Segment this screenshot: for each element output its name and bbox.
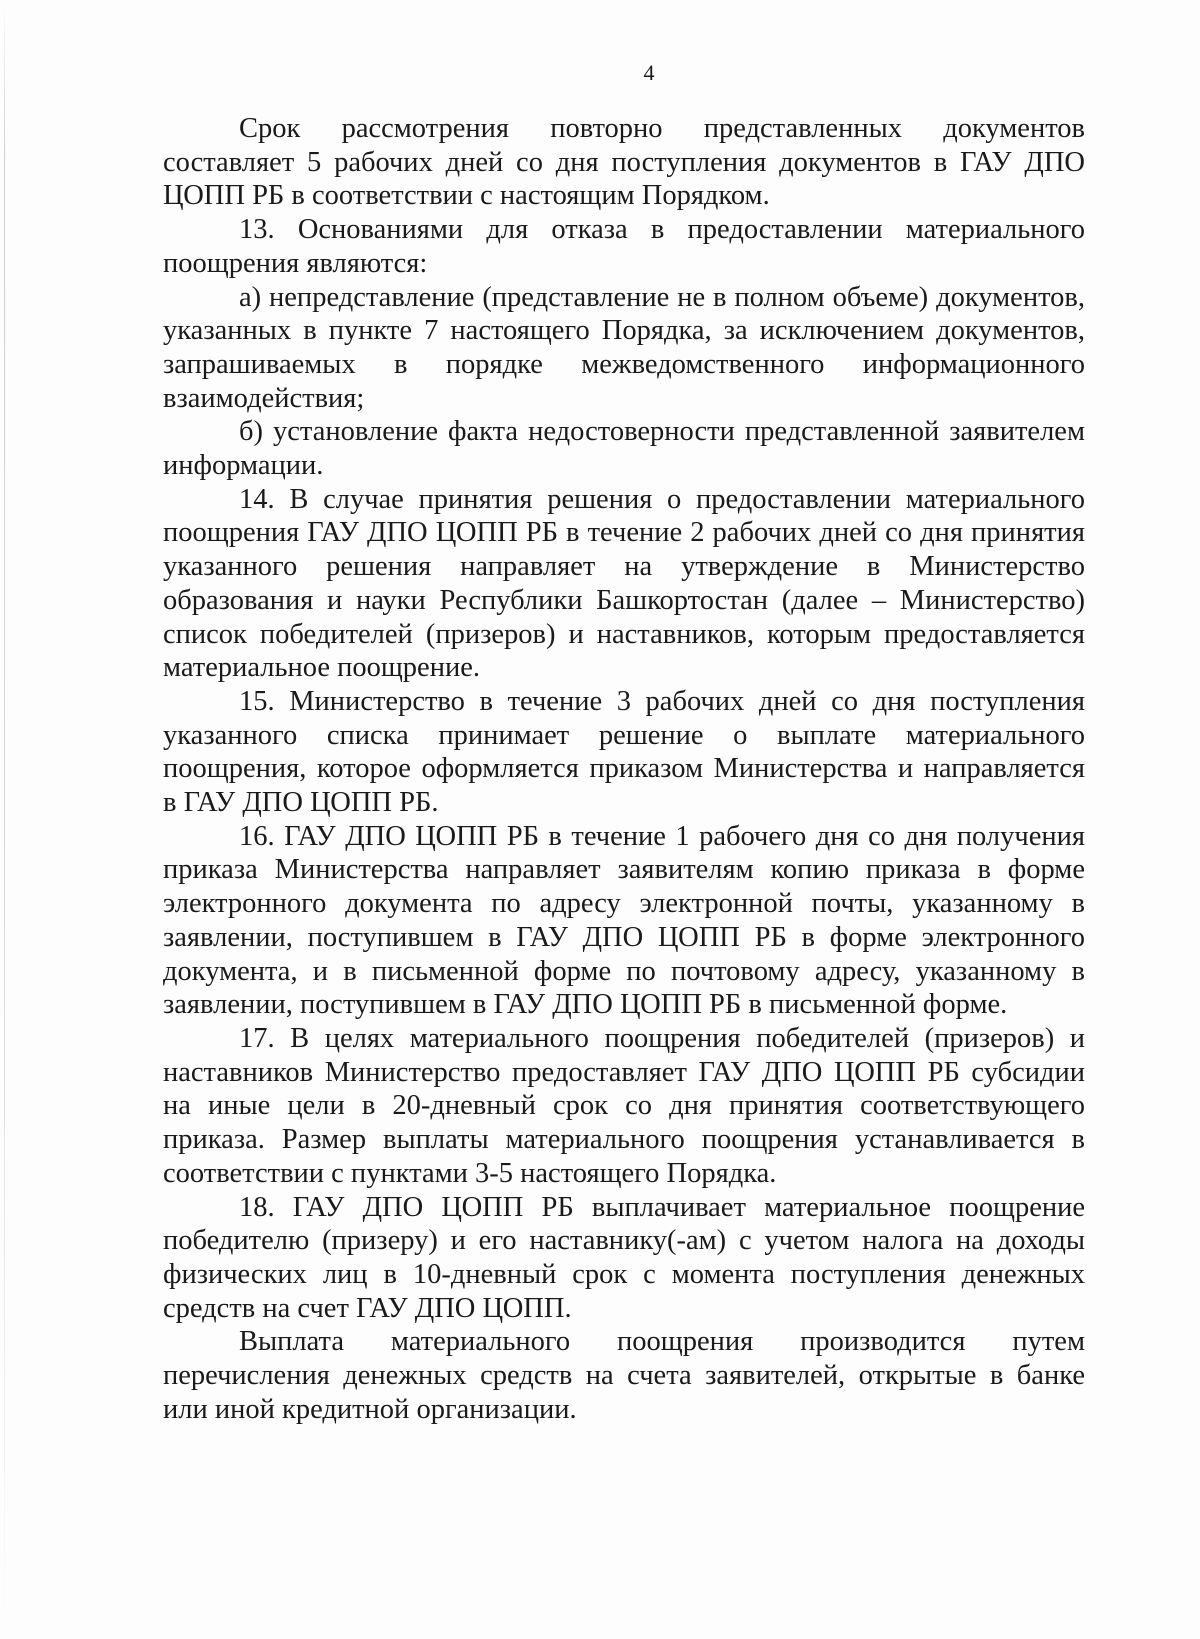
- paragraph-17: 17. В целях материального поощрения победителей (призеров) и наставников Министерство предоставляет ГАУ ДПО ЦОПП РБ субсидии на иные цели в 20-дневный срок со дня принятия соответствующего приказа. Размер выплаты материального поощрения устанавливается в соответствии с пунктами 3-5 настоящего Порядка.: [163, 1022, 1085, 1189]
- paragraph-13a: а) непредставление (представление не в полном объеме) документов, указанных в пункте 7 настоящего Порядка, за исключением документов, запрашиваемых в порядке межведомственного информационного взаимодействия;: [163, 281, 1085, 414]
- paragraph-review-period: Срок рассмотрения повторно представленных документов составляет 5 рабочих дней со дня поступления документов в ГАУ ДПО ЦОПП РБ в соответствии с настоящим Порядком.: [163, 113, 1085, 212]
- scan-edge-shadow: [4, 0, 5, 1639]
- paragraph-18: 18. ГАУ ДПО ЦОПП РБ выплачивает материальное поощрение победителю (призеру) и его наставнику(-ам) с учетом налога на доходы физических лиц в 10-дневный срок с момента поступления денежных средств на счет ГАУ ДПО ЦОПП.: [163, 1191, 1085, 1324]
- document-body: [163, 112, 1085, 1426]
- page-number: 4: [643, 60, 655, 85]
- paragraph-15: 15. Министерство в течение 3 рабочих дней со дня поступления указанного списка принимает решение о выплате материального поощрения, которое оформляется приказом Министерства и направляется в ГАУ ДПО ЦОПП РБ.: [163, 685, 1085, 819]
- paragraph-14: 14. В случае принятия решения о предоставлении материального поощрения ГАУ ДПО ЦОПП РБ в течение 2 рабочих дней со дня принятия указанного решения направляет на утверждение в Министерство образования и науки Республики Башкортостан (далее – Министерство) список победителей (призеров) и наставников, которым предоставляется материальное поощрение.: [163, 483, 1085, 684]
- paragraph-13b: б) установление факта недостоверности представленной заявителем информации.: [163, 416, 1085, 482]
- paragraph-payment: Выплата материального поощрения производится путем перечисления денежных средств на счета заявителей, открытые в банке или иной кредитной организации.: [163, 1326, 1085, 1425]
- paragraph-16: 16. ГАУ ДПО ЦОПП РБ в течение 1 рабочего дня со дня получения приказа Министерства направляет заявителям копию приказа в форме электронного документа по адресу электронной почты, указанному в заявлении, поступившем в ГАУ ДПО ЦОПП РБ в форме электронного документа, и в письменной форме по почтовому адресу, указанному в заявлении, поступившем в ГАУ ДПО ЦОПП РБ в письменной форме.: [163, 820, 1085, 1021]
- paragraph-13-refusal-grounds: 13. Основаниями для отказа в предоставлении материального поощрения являются:: [163, 214, 1085, 279]
